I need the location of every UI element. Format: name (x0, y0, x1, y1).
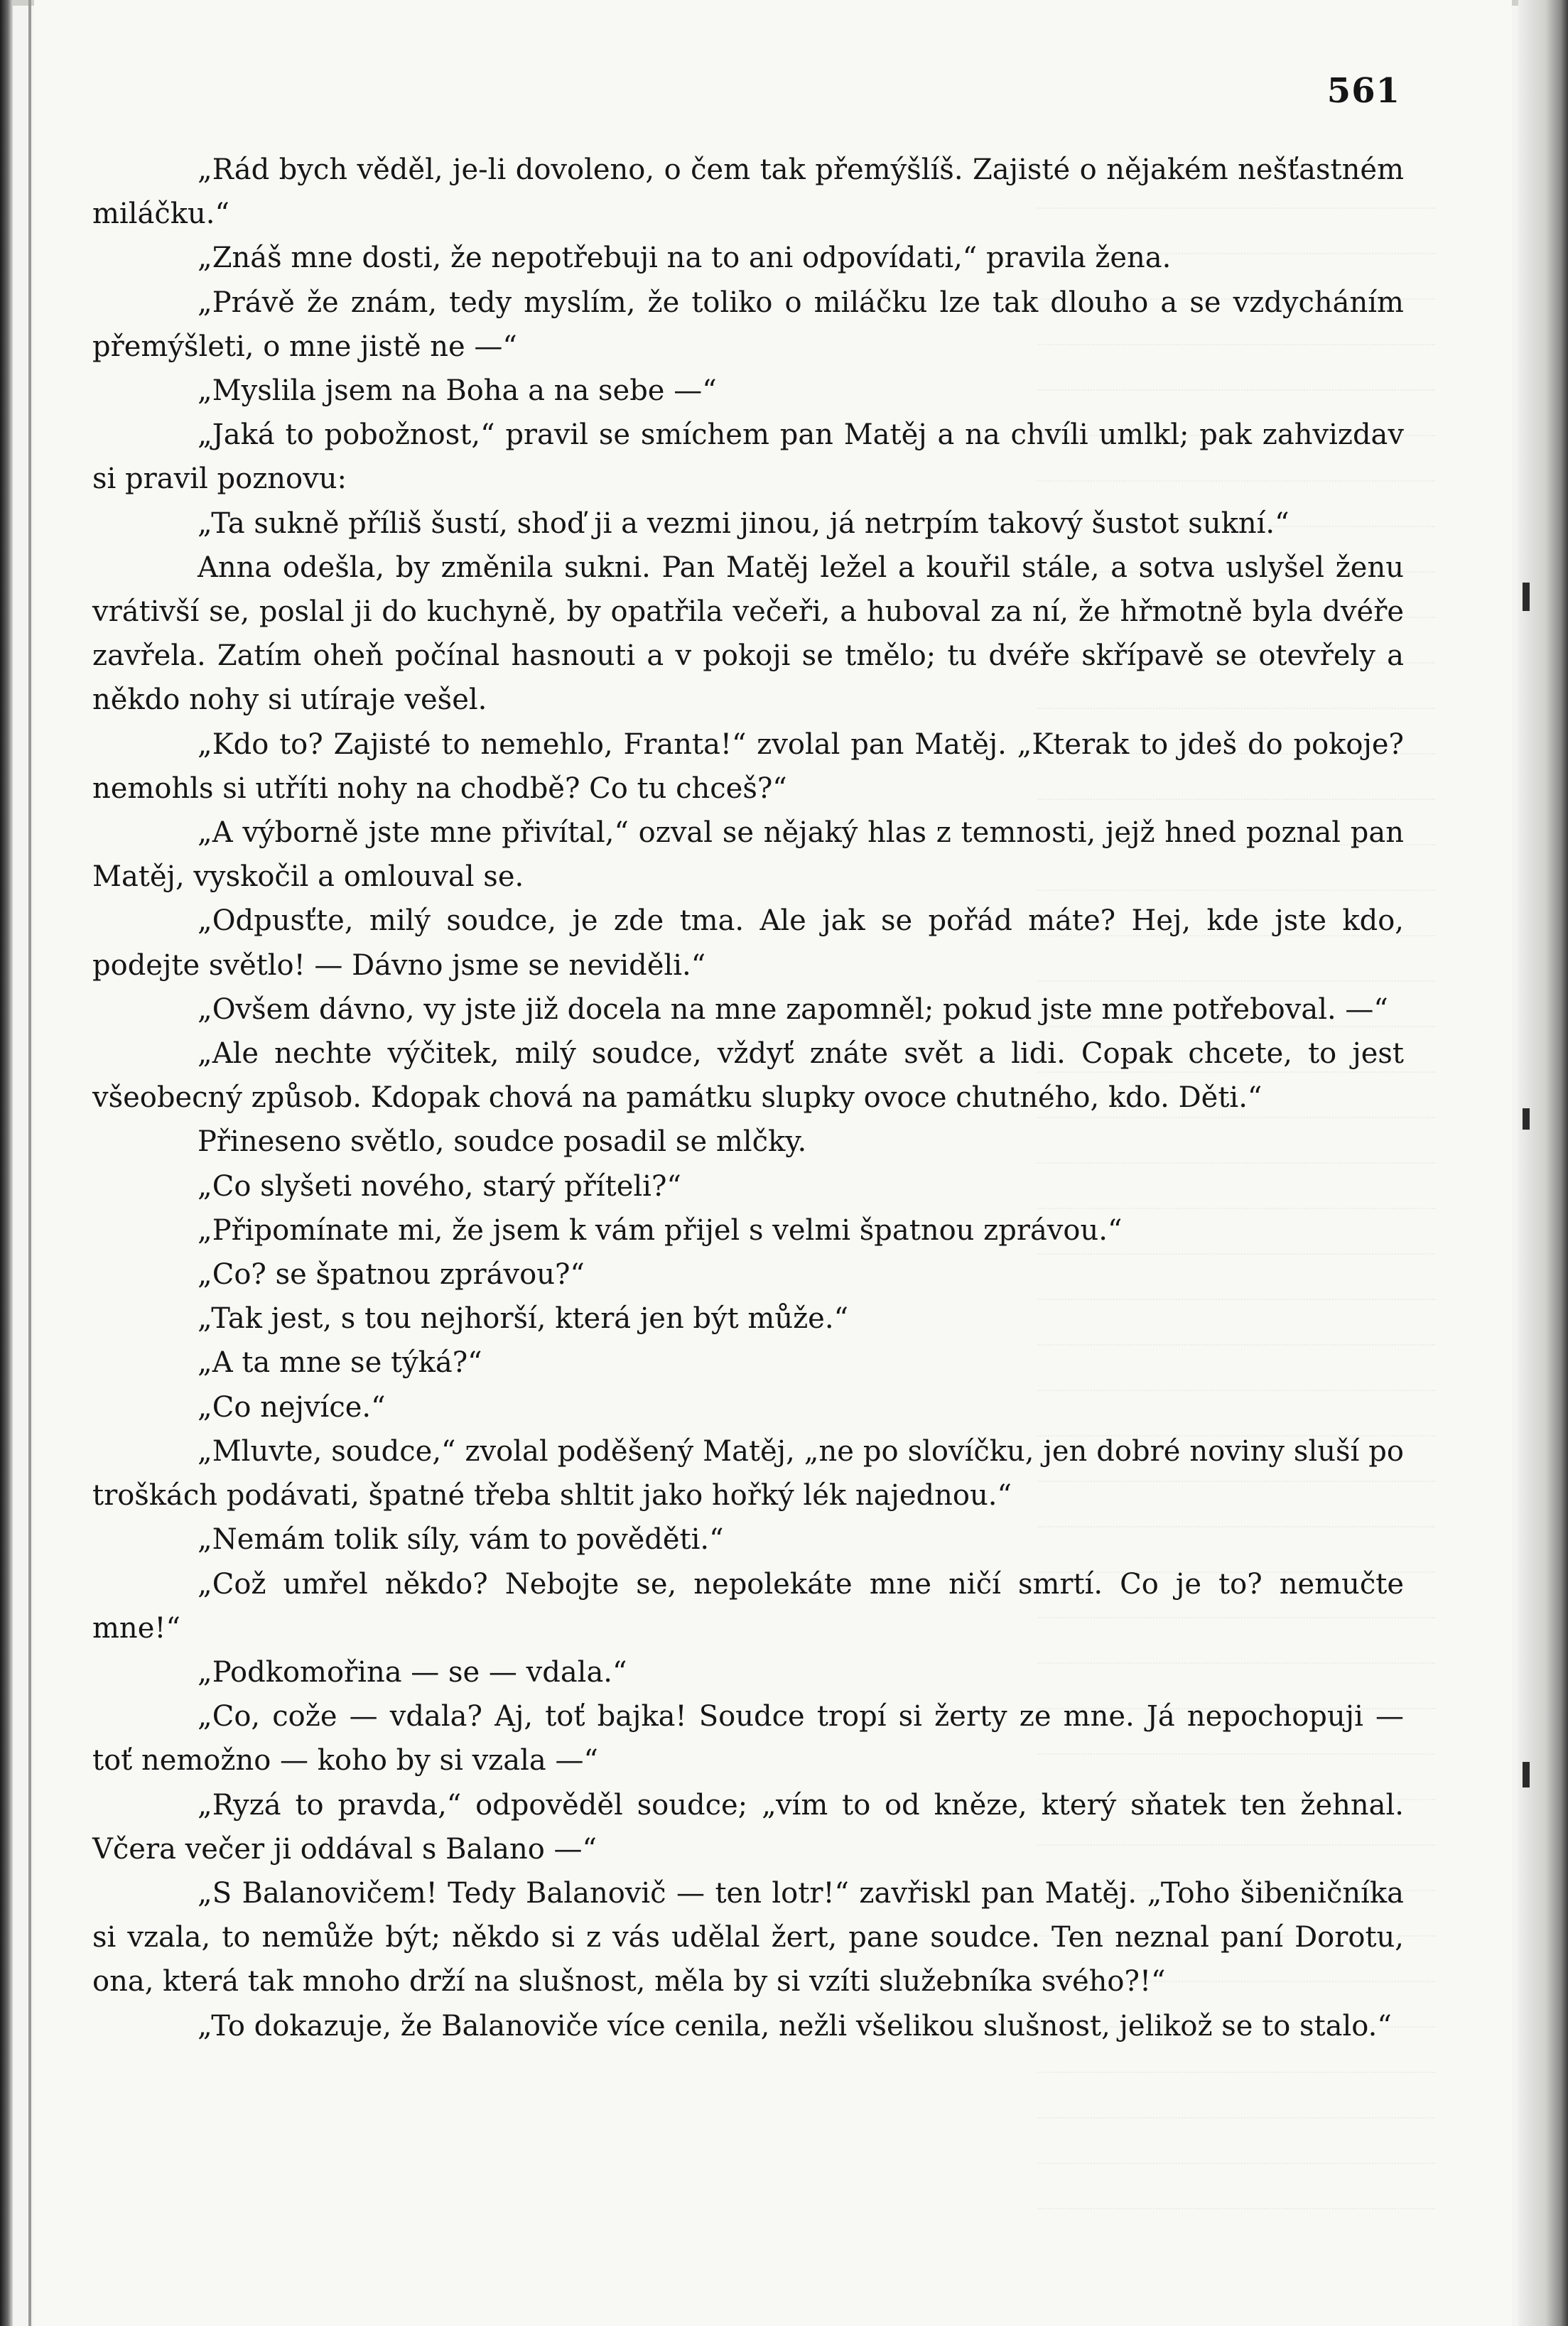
paragraph: „Co? se špatnou zprávou?“ (198, 1258, 585, 1292)
paragraph: „Myslila jsem na Boha a na sebe —“ (198, 374, 717, 408)
paragraph: „S Balanovičem! Tedy Balanovič — ten lotr!“ zavřiskl pan Matěj. „Toho šibeničníka si vzala, to nemůže být; někdo si z vás udělal žert, pane soudce. Ten neznal paní Dorotu, ona, která tak mnoho drží na slušnost, měla by si vzíti služebníka svého?!“ (92, 1876, 1404, 1998)
page-number: 561 (1326, 71, 1400, 111)
margin-mark (1523, 1762, 1530, 1787)
paragraph: „Znáš mne dosti, že nepotřebuji na to ani odpovídati,“ pravila žena. (198, 242, 1172, 275)
paragraph: Přineseno světlo, soudce posadil se mlčky. (198, 1125, 807, 1159)
paragraph: „Ovšem dávno, vy jste již docela na mne zapomněl; pokud jste mne potřeboval. —“ (198, 992, 1388, 1026)
paragraph: „Rád bych věděl, je-li dovoleno, o čem tak přemýšlíš. Zajisté o nějakém nešťastném miláčku.“ (92, 153, 1404, 231)
paragraph: „Kdo to? Zajisté to nemehlo, Franta!“ zvolal pan Matěj. „Kterak to jdeš do pokoje? nemohls si utříti nohy na chodbě? Co tu chceš?“ (92, 727, 1404, 805)
paragraph: „Co, cože — vdala? Aj, toť bajka! Soudce tropí si žerty ze mne. Já nepochopuji — toť nemožno — koho by si vzala —“ (92, 1700, 1404, 1778)
paragraph: Anna odešla, by změnila sukni. Pan Matěj ležel a kouřil stále, a sotva uslyšel ženu vrátivší se, poslal ji do kuchyně, by opatřila večeři, a huboval za ní, že hřmotně byla dvéře zavřela. Zatím oheň počínal hasnouti a v pokoji se tmělo; tu dvéře skřípavě se otevřely a někdo nohy si utíraje vešel. (92, 551, 1404, 717)
margin-mark (1523, 583, 1530, 611)
paragraph: „Jaká to pobožnost,“ pravil se smíchem pan Matěj a na chvíli umlkl; pak zahvizdav si pravil poznovu: (92, 418, 1404, 496)
paragraph: „Nemám tolik síly, vám to pověděti.“ (198, 1523, 724, 1557)
margin-mark (1523, 1108, 1530, 1130)
paragraph: „Tak jest, s tou nejhorší, která jen být může.“ (198, 1302, 849, 1336)
binding-line (28, 0, 31, 2326)
paragraph: „Ta sukně příliš šustí, shoď ji a vezmi jinou, já netrpím takový šustot sukní.“ (198, 507, 1289, 540)
paragraph: „A ta mne se týká?“ (198, 1346, 482, 1380)
paragraph: „Což umřel někdo? Nebojte se, nepolekáte mne ničí smrtí. Co je to? nemučte mne!“ (92, 1567, 1404, 1645)
body-text (92, 148, 1404, 2048)
paragraph: „To dokazuje, že Balanoviče více cenila, nežli všelikou slušnost, jelikož se to stalo.“ (198, 2009, 1392, 2043)
paragraph: „Připomínate mi, že jsem k vám přijel s velmi špatnou zprávou.“ (198, 1213, 1123, 1247)
paragraph: „A výborně jste mne přivítal,“ ozval se nějaký hlas z temnosti, jejž hned poznal pan Matěj, vyskočil a omlouval se. (92, 816, 1404, 894)
page-edge-shadow (1518, 0, 1568, 2326)
paragraph: „Ryzá to pravda,“ odpověděl soudce; „vím to od kněze, který sňatek ten žehnal. Včera večer ji oddával s Balano —“ (92, 1788, 1404, 1866)
paragraph: „Co slyšeti nového, starý příteli?“ (198, 1169, 681, 1203)
paragraph: „Ale nechte výčitek, milý soudce, vždyť znáte svět a lidi. Copak chcete, to jest všeobecný způsob. Kdopak chová na památku slupky ovoce chutného, kdo. Děti.“ (92, 1037, 1404, 1115)
paragraph: „Mluvte, soudce,“ zvolal poděšený Matěj, „ne po slovíčku, jen dobré noviny sluší po troškách podávati, špatné třeba shltit jako hořký lék najednou.“ (92, 1434, 1404, 1513)
binding-shadow (0, 0, 13, 2326)
paragraph: „Co nejvíce.“ (198, 1390, 386, 1424)
paragraph: „Právě že znám, tedy myslím, že toliko o miláčku lze tak dlouho a se vzdycháním přemýšleti, o mne jistě ne —“ (92, 286, 1404, 363)
paragraph: „Odpusťte, milý soudce, je zde tma. Ale jak se pořád máte? Hej, kde jste kdo, podejte světlo! — Dávno jsme se neviděli.“ (92, 904, 1404, 982)
paragraph: „Podkomořina — se — vdala.“ (198, 1655, 627, 1689)
